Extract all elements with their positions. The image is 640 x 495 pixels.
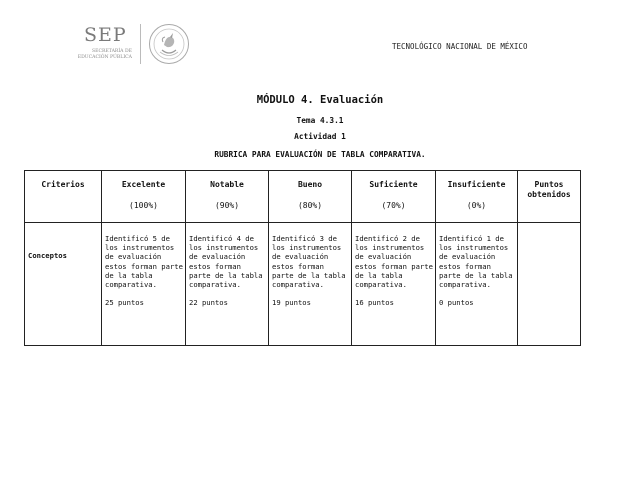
level-points: 22 puntos	[189, 298, 228, 308]
table-row	[25, 223, 581, 346]
level-description-cell	[102, 223, 186, 346]
level-description-cell	[436, 223, 518, 346]
sep-subtitle-line-2: EDUCACIÓN PÚBLICA	[77, 55, 132, 60]
level-percent: (0%)	[466, 201, 487, 210]
level-description-cell	[269, 223, 352, 346]
points-header: Puntos obtenidos	[527, 180, 571, 199]
criteria-header-cell	[25, 171, 102, 223]
rubric-table	[24, 170, 581, 346]
level-header-notable	[186, 171, 269, 223]
level-header-excelente	[102, 171, 186, 223]
level-name: Notable	[210, 180, 244, 189]
level-description: Identificó 2 de los instrumentos de evaluación estos forman parte de la tabla comparativa.	[355, 234, 433, 290]
level-description: Identificó 5 de los instrumentos de evaluación estos forman parte de la tabla comparativa.	[105, 234, 183, 290]
level-points: 0 puntos	[439, 298, 474, 308]
level-description-cell	[352, 223, 436, 346]
level-description-cell	[186, 223, 269, 346]
mexico-seal-icon	[148, 23, 190, 65]
module-title: MÓDULO 4. Evaluación	[256, 94, 384, 106]
level-points: 19 puntos	[272, 298, 311, 308]
level-description: Identificó 1 de los instrumentos de evaluación estos forman parte de la tabla comparativa.	[439, 234, 513, 290]
document-header	[0, 0, 640, 80]
criterion-label: Conceptos	[28, 251, 67, 260]
level-header-insuficiente	[436, 171, 518, 223]
level-name: Excelente	[121, 180, 166, 189]
level-header-bueno	[269, 171, 352, 223]
level-percent: (70%)	[381, 201, 406, 210]
level-name: Bueno	[297, 180, 323, 189]
points-obtained-cell[interactable]	[518, 223, 581, 346]
level-points: 25 puntos	[105, 298, 144, 308]
sep-logo-subtitle	[62, 49, 132, 61]
criteria-header: Criterios	[41, 180, 85, 189]
level-points: 16 puntos	[355, 298, 394, 308]
level-description: Identificó 3 de los instrumentos de evaluación estos forman parte de la tabla comparativa.	[272, 234, 346, 290]
criterion-cell	[25, 223, 102, 346]
activity-title: Actividad 1	[294, 132, 346, 141]
points-header-cell	[518, 171, 581, 223]
level-percent: (80%)	[297, 201, 323, 210]
level-description: Identificó 4 de los instrumentos de evaluación estos forman parte de la tabla comparativa.	[189, 234, 263, 290]
sep-logo-word: SEP	[84, 24, 127, 46]
level-percent: (100%)	[129, 201, 158, 210]
header-divider	[140, 24, 141, 64]
level-name: Suficiente	[369, 180, 418, 189]
topic-title: Tema 4.3.1	[296, 116, 344, 125]
table-header-row	[25, 171, 581, 223]
sep-subtitle-line-1: SECRETARÍA DE	[91, 49, 132, 54]
level-name: Insuficiente	[447, 180, 506, 189]
rubric-title: RUBRICA PARA EVALUACIÓN DE TABLA COMPARATIVA.	[214, 150, 426, 159]
level-header-suficiente	[352, 171, 436, 223]
institution-name: TECNOLÓGICO NACIONAL DE MÉXICO	[392, 42, 528, 51]
level-percent: (90%)	[214, 201, 240, 210]
